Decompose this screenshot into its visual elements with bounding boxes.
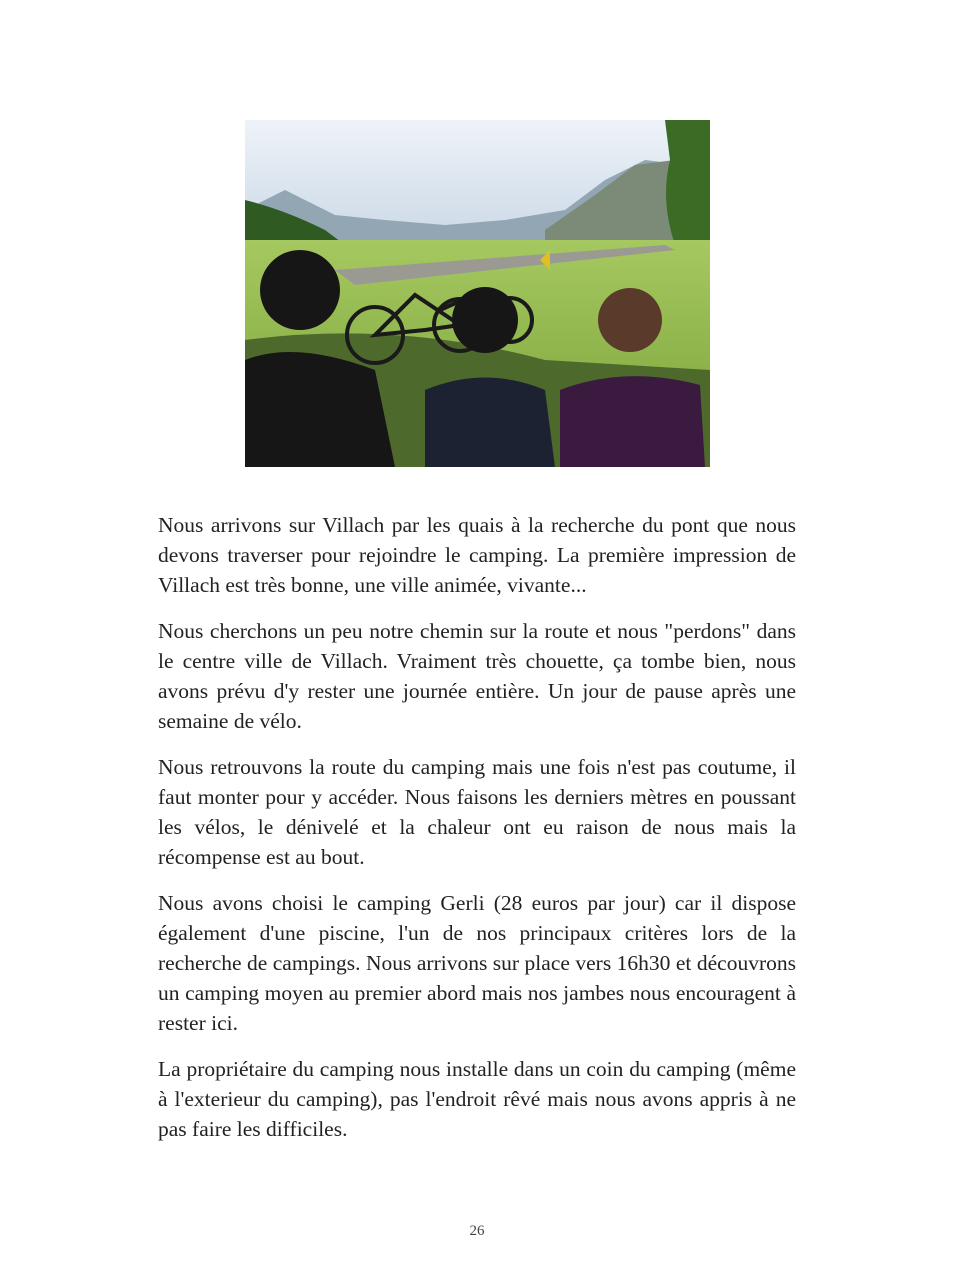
paragraph: Nous retrouvons la route du camping mais une fois n'est pas coutume, il faut monter pour y accéder. Nous faisons les derniers mètres en poussant les vélos, le dénivelé et la chaleur ont eu raison de nous mais la récompense est au bout.: [158, 755, 796, 869]
paragraph: Nous avons choisi le camping Gerli (28 euros par jour) car il dispose également d'une piscine, l'un de nos principaux critères lors de la recherche de campings. Nous arrivons sur place vers 16h30 et découvrons un camping moyen au premier abord mais nos jambes nous encouragent à rester ici.: [158, 891, 796, 1035]
body-text: [158, 510, 796, 1160]
page-number: 26: [469, 1223, 485, 1239]
paragraph: La propriétaire du camping nous installe dans un coin du camping (même à l'exterieur du camping), pas l'endroit rêvé mais nous avons appris à ne pas faire les difficiles.: [158, 1057, 796, 1141]
travel-photo: [245, 120, 710, 467]
photo-illustration: [245, 120, 710, 467]
paragraph: Nous arrivons sur Villach par les quais à la recherche du pont que nous devons traverser pour rejoindre le camping. La première impression de Villach est très bonne, une ville animée, vivante...: [158, 513, 796, 597]
right-tree: [665, 120, 710, 250]
paragraph: Nous cherchons un peu notre chemin sur la route et nous "perdons" dans le centre ville de Villach. Vraiment très chouette, ça tombe bien, nous avons prévu d'y rester une journée entière. Un jour de pause après une semaine de vélo.: [158, 619, 796, 733]
